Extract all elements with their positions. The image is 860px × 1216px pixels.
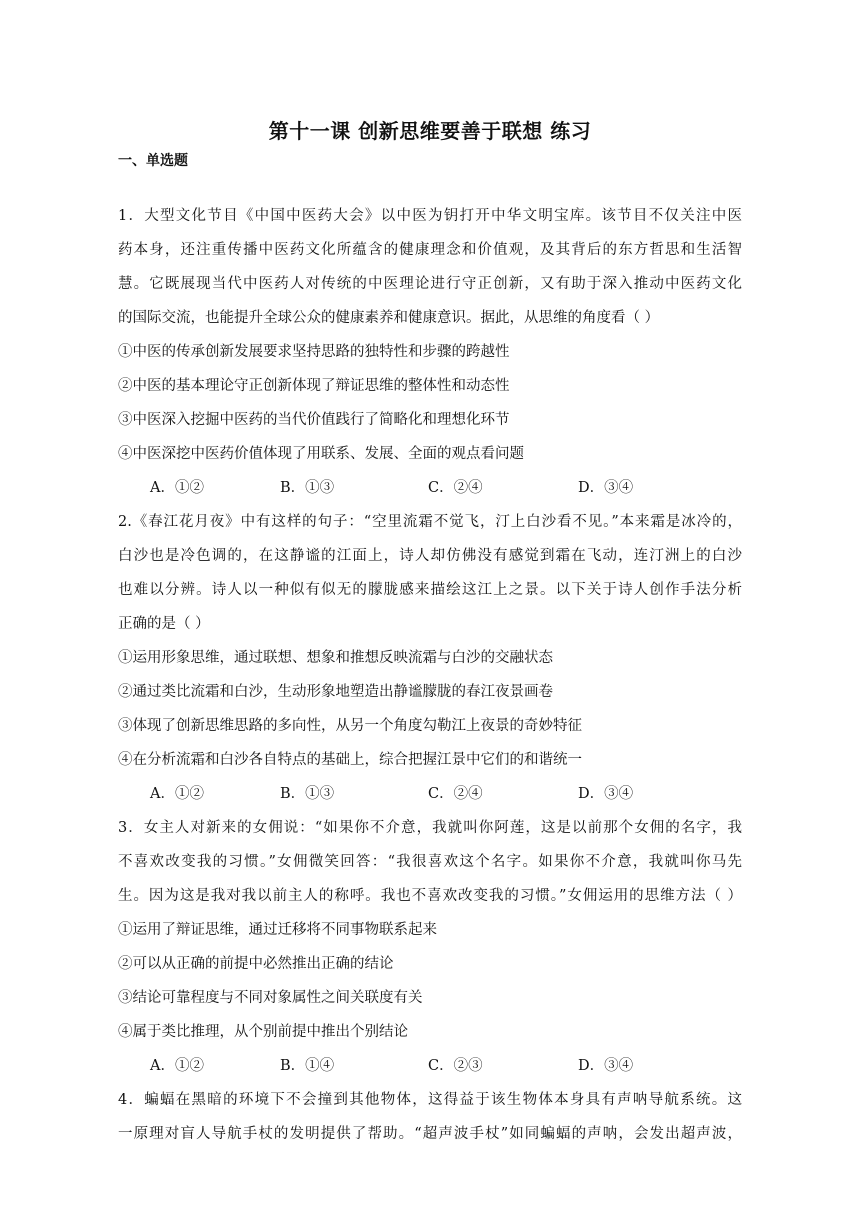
q3-statement-2: ②可以从正确的前提中必然推出正确的结论	[118, 956, 394, 972]
q2-stem-line-2: 白沙也是冷色调的，在这静谧的江面上，诗人却仿佛没有感觉到霜在飞动，连汀洲上的白沙	[118, 548, 742, 564]
q2-statement-1: ①运用形象思维，通过联想、想象和推想反映流霜与白沙的交融状态	[118, 650, 553, 666]
q1-stem-line-3: 慧。它既展现当代中医药人对传统的中医理论进行守正创新，又有助于深入推动中医药文化	[118, 276, 742, 292]
q2-statement-4: ④在分析流霜和白沙各自特点的基础上，综合把握江景中它们的和谐统一	[118, 752, 582, 768]
q2-stem-line-4: 正确的是（ ）	[118, 616, 210, 632]
q1-stem-line-1: 1．大型文化节目《中国中医药大会》以中医为钥打开中华文明宝库。该节目不仅关注中医	[118, 208, 742, 224]
q2-stem-line-1: 2.《春江花月夜》中有这样的句子：“空里流霜不觉飞，汀上白沙看不见。”本来霜是冰冷的，	[118, 514, 742, 530]
q3-option-d[interactable]: D．③④	[578, 1058, 634, 1074]
q3-option-b[interactable]: B．①④	[280, 1058, 335, 1074]
q1-statement-2: ②中医的基本理论守正创新体现了辩证思维的整体性和动态性	[118, 378, 510, 394]
q1-statement-3: ③中医深入挖掘中医药的当代价值践行了简略化和理想化环节	[118, 412, 510, 428]
q2-statement-2: ②通过类比流霜和白沙，生动形象地塑造出静谧朦胧的春江夜景画卷	[118, 684, 553, 700]
q3-stem-line-2: 不喜欢改变我的习惯。”女佣微笑回答：“我很喜欢这个名字。如果你不介意，我就叫你马先	[118, 854, 742, 870]
q3-option-c[interactable]: C．②③	[428, 1058, 483, 1074]
q2-option-d[interactable]: D．③④	[578, 786, 634, 802]
q2-stem-line-3: 也难以分辨。诗人以一种似有似无的朦胧感来描绘这江上之景。以下关于诗人创作手法分析	[118, 582, 742, 598]
q1-option-a[interactable]: A．①②	[150, 480, 204, 496]
q1-statement-4: ④中医深挖中医药价值体现了用联系、发展、全面的观点看问题	[118, 446, 524, 462]
q2-option-a[interactable]: A．①②	[150, 786, 204, 802]
q1-stem-line-4: 的国际交流，也能提升全球公众的健康素养和健康意识。据此，从思维的角度看（ ）	[118, 310, 660, 326]
q1-option-b[interactable]: B．①③	[280, 480, 335, 496]
q4-stem-line-2: 一原理对盲人导航手杖的发明提供了帮助。“超声波手杖”如同蝙蝠的声呐，会发出超声波，	[118, 1126, 742, 1142]
q2-options	[150, 784, 710, 804]
q3-statement-1: ①运用了辩证思维，通过迁移将不同事物联系起来	[118, 922, 437, 938]
q1-statement-1: ①中医的传承创新发展要求坚持思路的独特性和步骤的跨越性	[118, 344, 510, 360]
q3-statement-3: ③结论可靠程度与不同对象属性之间关联度有关	[118, 990, 423, 1006]
q1-options	[150, 478, 710, 498]
q2-option-c[interactable]: C．②④	[428, 786, 483, 802]
q3-stem-line-1: 3．女主人对新来的女佣说：“如果你不介意，我就叫你阿莲，这是以前那个女佣的名字，我	[118, 820, 742, 836]
q3-options	[150, 1056, 710, 1076]
q4-stem-line-1: 4．蝙蝠在黑暗的环境下不会撞到其他物体，这得益于该生物体本身具有声呐导航系统。这	[118, 1092, 742, 1108]
page-title: 第十一课 创新思维要善于联想 练习	[268, 119, 592, 143]
q1-option-c[interactable]: C．②④	[428, 480, 483, 496]
q1-option-d[interactable]: D．③④	[578, 480, 634, 496]
q3-statement-4: ④属于类比推理，从个别前提中推出个别结论	[118, 1024, 408, 1040]
q3-option-a[interactable]: A．①②	[150, 1058, 204, 1074]
q3-stem-line-3: 生。因为这是我对我以前主人的称呼。我也不喜欢改变我的习惯。”女佣运用的思维方法（ ）	[118, 888, 742, 904]
q2-option-b[interactable]: B．①③	[280, 786, 335, 802]
q2-statement-3: ③体现了创新思维思路的多向性，从另一个角度勾勒江上夜景的奇妙特征	[118, 718, 582, 734]
q1-stem-line-2: 药本身，还注重传播中医药文化所蕴含的健康理念和价值观，及其背后的东方哲思和生活智	[118, 242, 742, 258]
section-heading: 一、单选题	[118, 153, 188, 169]
